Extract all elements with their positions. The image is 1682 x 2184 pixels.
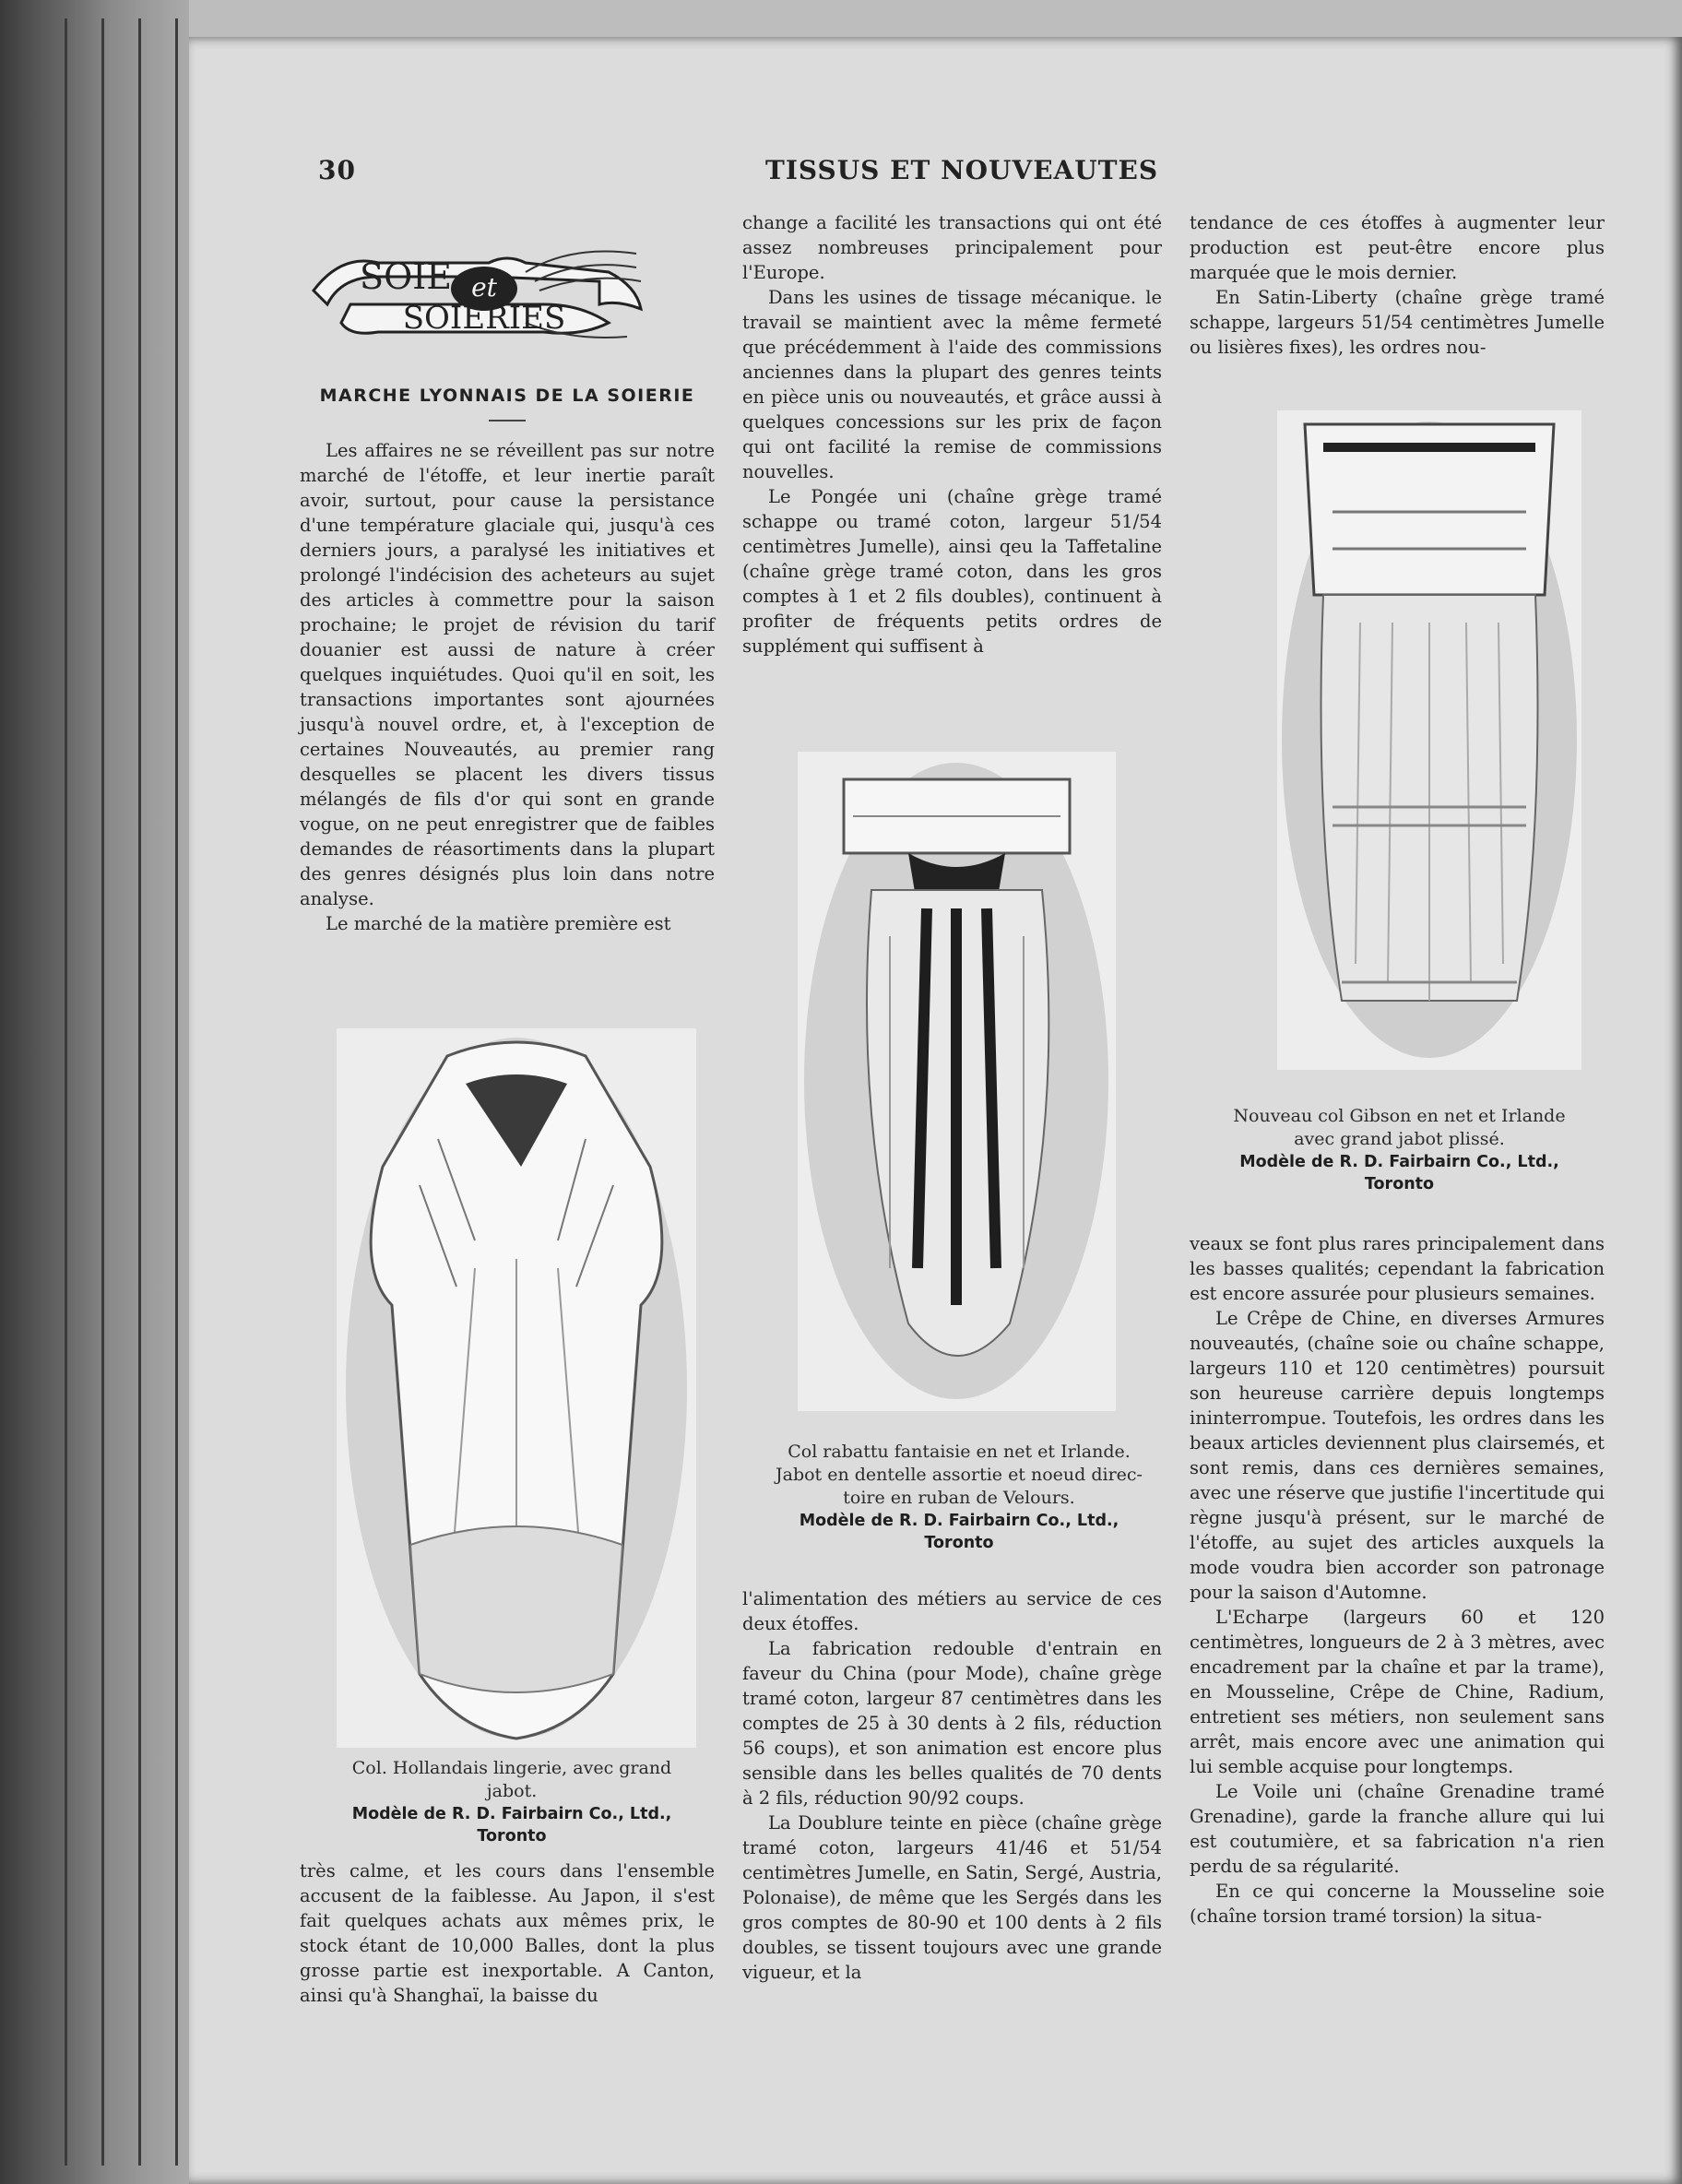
book-page-edge xyxy=(65,18,67,2166)
caption-line: Nouveau col Gibson en net et Irlande xyxy=(1233,1106,1566,1126)
paragraph: La Doublure teinte en pièce (chaîne grège tramé coton, largeurs 41/46 et 51/54 centimètres Jumelle, en Satin, Sergé, Austria, Polonaise), de même que les Sergés dans les gros comptes de 80-90 et 100 dents à 2 fils doubles, se tissent toujours avec une grande vigueur, et la xyxy=(742,1812,1162,1983)
column-1-bottom xyxy=(300,1858,715,2008)
paragraph: Le Crêpe de Chine, en diverses Armures nouveautés, (chaîne soie ou chaîne schappe, largeurs 110 et 120 centimètres) poursuit son heureuse carrière depuis longtemps ininterrompue. Toutefois, les ordres dans les beaux articles deviennent plus clairsemés, et sont remis, dans ces dernières semaines, avec une réserve que justifie l'incertitude qui règne jusqu'à présent, sur le marché de l'étoffe, au sujet des articles auxquels la mode voudra bien accorder son patronage pour la saison d'Automne. xyxy=(1190,1308,1605,1603)
caption-credit: Modèle de R. D. Fairbairn Co., Ltd., xyxy=(351,1805,672,1823)
soie-et-soieries-logo xyxy=(304,235,650,350)
paragraph: tendance de ces étoffes à augmenter leur production est peut-être encore plus marquée que le mois dernier. xyxy=(1190,212,1605,283)
caption-credit-city: Toronto xyxy=(1364,1175,1435,1193)
photo-gibson-collar xyxy=(1277,410,1581,1070)
paragraph: très calme, et les cours dans l'ensemble accusent de la faiblesse. Au Japon, il s'est fait quelques achats aux mêmes prix, le stock étant de 10,000 Balles, dont la plus grosse partie est inexportable. A Canton, ainsi qu'à Shanghaï, la baisse du xyxy=(300,1860,715,2006)
page-top-shadow xyxy=(189,0,1682,37)
book-page-edge xyxy=(175,18,178,2166)
photo-rabattu-collar xyxy=(798,752,1116,1411)
paragraph: Le Voile uni (chaîne Grenadine tramé Grenadine), garde la franche allure qui lui est coutumière, et sa fabrication n'a rien perdu de sa régularité. xyxy=(1190,1781,1605,1877)
paragraph: En Satin-Liberty (chaîne grège tramé schappe, largeurs 51/54 centimètres Jumelle ou lisières fixes), les ordres nou- xyxy=(1190,287,1605,358)
column-1-top xyxy=(300,438,715,936)
caption-credit: Modèle de R. D. Fairbairn Co., Ltd., xyxy=(799,1512,1119,1530)
page-number: 30 xyxy=(318,155,356,185)
column-3-top xyxy=(1190,210,1605,360)
caption-line: jabot. xyxy=(486,1781,538,1801)
paragraph: Le marché de la matière première est xyxy=(326,913,671,934)
paragraph: En ce qui concerne la Mousseline soie (chaîne torsion tramé torsion) la situa- xyxy=(1190,1881,1605,1927)
logo-word-et: et xyxy=(471,272,497,303)
column-2-bottom xyxy=(742,1586,1162,1985)
book-page-edge xyxy=(101,18,104,2166)
logo-word-soie: SOIE xyxy=(360,256,452,297)
paragraph: Dans les usines de tissage mécanique. le travail se maintient avec la même fermeté que précédemment à l'aide des commissions anciennes dans la plupart des genres teints en pièce unis ou nouveautés, et grâce aussi à quelques concessions sur les prix de façon qui ont facilité la remise de commissions nouvelles. xyxy=(742,287,1162,482)
book-page-edge xyxy=(138,18,141,2166)
caption-middle xyxy=(756,1441,1162,1554)
caption-line: Col rabattu fantaisie en net et Irlande. xyxy=(788,1442,1131,1462)
paragraph: change a facilité les transactions qui ont été assez nombreuses principalement pour l'Europe. xyxy=(742,212,1162,283)
running-title: TISSUS ET NOUVEAUTES xyxy=(765,155,1159,185)
column-2-top xyxy=(742,210,1162,659)
caption-credit-city: Toronto xyxy=(477,1827,547,1846)
paragraph: Les affaires ne se réveillent pas sur notre marché de l'étoffe, et leur inertie paraît avoir, surtout, pour cause la persistance d'une température glaciale qui, jusqu'à ces derniers jours, a paralysé les initiatives et prolongé l'indécision des acheteurs au sujet des articles à commettre pour la saison prochaine; le projet de révision du tarif douanier est aussi de nature à créer quelques inquiétudes. Quoi qu'il en soit, les transactions importantes sont ajournées jusqu'à nouvel ordre, et, à l'exception de certaines Nouveautés, au premier rang desquelles se placent les divers tissus mélangés de fils d'or qui sont en grande vogue, on ne peut enregistrer que de faibles demandes de réasortiments dans la plupart des genres désignés plus loin dans notre analyse. xyxy=(300,440,715,909)
caption-credit: Modèle de R. D. Fairbairn Co., Ltd., xyxy=(1239,1153,1559,1171)
book-edge xyxy=(0,0,212,2184)
caption-line: Jabot en dentelle assortie et noeud direc- xyxy=(776,1465,1143,1485)
column-3-bottom xyxy=(1190,1231,1605,1929)
caption-line: avec grand jabot plissé. xyxy=(1294,1129,1505,1149)
caption-left xyxy=(314,1757,710,1847)
paragraph: veaux se font plus rares principalement dans les basses qualités; cependant la fabrication est encore assurée pour plusieurs semaines. xyxy=(1190,1233,1605,1304)
paragraph: l'alimentation des métiers au service de ces deux étoffes. xyxy=(742,1588,1162,1634)
caption-line: Col. Hollandais lingerie, avec grand xyxy=(351,1758,672,1778)
heading-rule xyxy=(489,420,526,421)
photo-hollandais-collar xyxy=(337,1028,696,1748)
logo-word-soieries: SOIERIES xyxy=(402,300,566,337)
article-heading: MARCHE LYONNAIS DE LA SOIERIE xyxy=(319,386,695,406)
caption-right xyxy=(1194,1105,1605,1195)
paragraph: La fabrication redouble d'entrain en faveur du China (pour Mode), chaîne grège tramé coton, largeur 87 centimètres dans les comptes de 25 à 30 dents à 2 fils, réduction 56 coups), et son animation est encore plus sensible dans les belles qualités de 70 dents à 2 fils, réduction 90/92 coups. xyxy=(742,1638,1162,1809)
paragraph: L'Echarpe (largeurs 60 et 120 centimètres, longueurs de 2 à 3 mètres, avec encadrement par la chaîne et par la trame), en Mousseline, Crêpe de Chine, Radium, entretient ses métiers, non seulement sans arrêt, mais encore avec une animation qui lui semble acquise pour longtemps. xyxy=(1190,1607,1605,1777)
caption-line: toire en ruban de Velours. xyxy=(843,1488,1075,1508)
paragraph: Le Pongée uni (chaîne grège tramé schappe ou tramé coton, largeur 51/54 centimètres Jumelle), ainsi qeu la Taffetaline (chaîne grège tramé coton, dans les gros comptes à 1 et 2 fils doubles), continuent à profiter de fréquents petits ordres de supplément qui suffisent à xyxy=(742,486,1162,657)
caption-credit-city: Toronto xyxy=(924,1534,994,1552)
